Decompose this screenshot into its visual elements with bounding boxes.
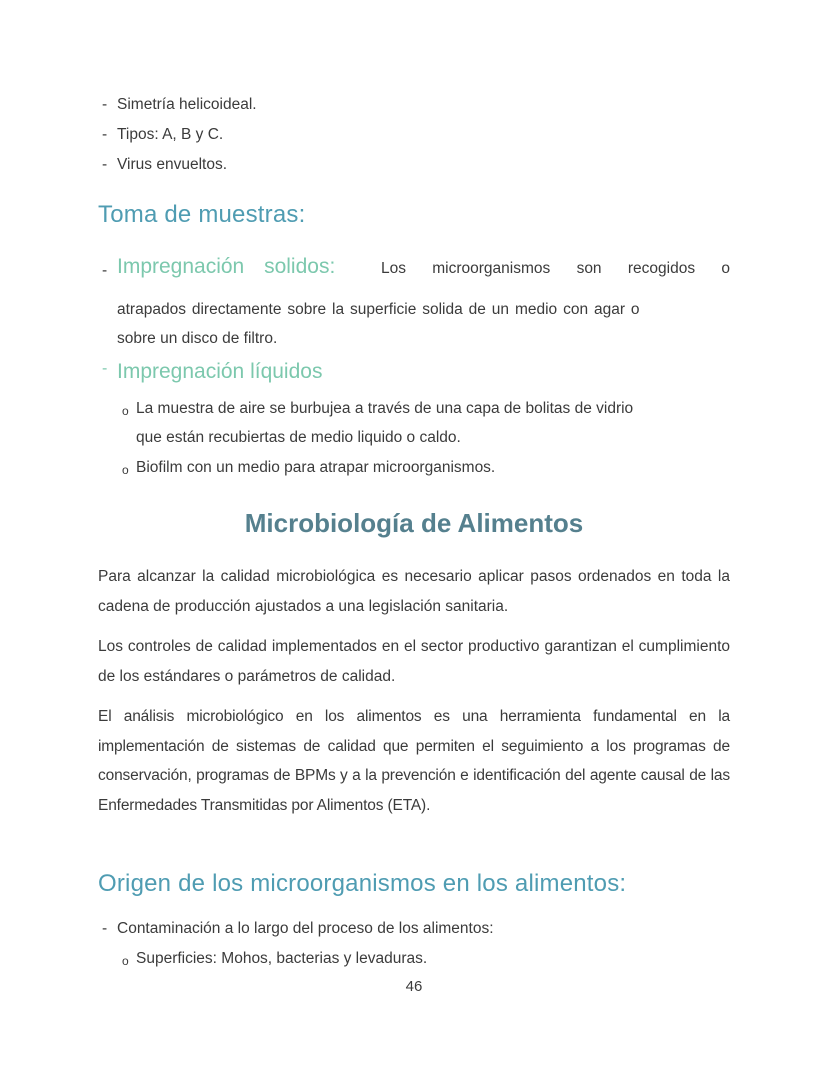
list-item: Contaminación a lo largo del proceso de los alimentos:: [117, 920, 494, 937]
circle-bullet: o: [122, 463, 129, 477]
dash-bullet: -: [102, 920, 108, 937]
liquidos-item2: Biofilm con un medio para atrapar microorganismos.: [136, 459, 496, 476]
dash-bullet: -: [102, 262, 108, 279]
solidos-text-line3: sobre un disco de filtro.: [117, 330, 278, 347]
liquidos-item1-line2: que están recubiertas de medio liquido o caldo.: [136, 429, 461, 446]
paragraph: El análisis microbiológico en los alimentos es una herramienta fundamental en la implementación de sistemas de calidad que permiten el seguimiento a los programas de conservación, programas de BPMs y a la prevención e identificación del agente causal de las Enfermedades Transmitidas por Alimentos (ETA).: [98, 708, 730, 815]
list-item: Tipos: A, B y C.: [117, 126, 224, 143]
subheading-solidos: Impregnación solidos:: [117, 255, 336, 278]
paragraph: Para alcanzar la calidad microbiológica es necesario aplicar pasos ordenados en toda la cadena de producción ajustados a una legislación sanitaria.: [98, 568, 730, 615]
list-item: Simetría helicoideal.: [117, 96, 257, 113]
solidos-line: [117, 255, 730, 279]
liquidos-item1-line1: La muestra de aire se burbujea a través de una capa de bolitas de vidrio: [136, 400, 634, 417]
circle-bullet: o: [122, 954, 129, 968]
circle-bullet: o: [122, 404, 129, 418]
solidos-text-line1: Los microorganismos son recogidos o: [380, 260, 730, 277]
page-number: 46: [405, 978, 423, 995]
dash-bullet: -: [102, 126, 108, 143]
solidos-text-line2: atrapados directamente sobre la superficie solida de un medio con agar o: [117, 301, 640, 318]
paragraph: Los controles de calidad implementados en el sector productivo garantizan el cumplimiento de los estándares o parámetros de calidad.: [98, 638, 730, 685]
page-title: Microbiología de Alimentos: [244, 508, 584, 538]
list-item: Superficies: Mohos, bacterias y levaduras.: [136, 950, 428, 967]
dash-bullet: -: [102, 360, 108, 377]
subheading-liquidos: Impregnación líquidos: [117, 360, 323, 383]
dash-bullet: -: [102, 156, 108, 173]
section-heading-toma: Toma de muestras:: [98, 201, 306, 228]
dash-bullet: -: [102, 96, 108, 113]
section-heading-origen: Origen de los microorganismos en los alimentos:: [98, 870, 627, 897]
list-item: Virus envueltos.: [117, 156, 227, 173]
